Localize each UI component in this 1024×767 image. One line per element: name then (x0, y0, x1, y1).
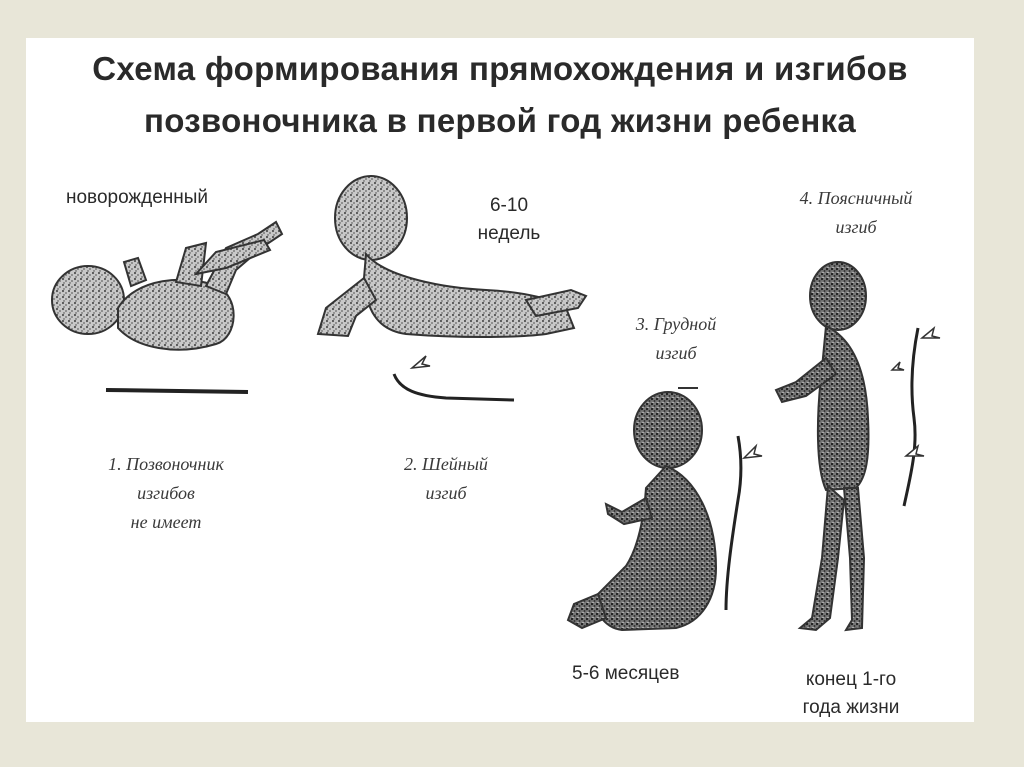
stage-2-caption-line: 2. Шейный (404, 454, 488, 474)
stage-3-caption-line: 3. Грудной (635, 314, 717, 334)
cervical-arrow (412, 356, 430, 368)
cervical-curve-line (394, 374, 514, 400)
stage-3-caption (586, 310, 766, 368)
flat-spine-line (106, 390, 248, 392)
stage-2-age-line: недель (477, 223, 541, 244)
stage-4-caption-line: изгиб (835, 217, 877, 237)
stage-1-age: новорожденный (66, 187, 209, 208)
sitting-child-figure (568, 392, 716, 630)
standing-child-figure (776, 262, 869, 630)
stage-2-age (464, 192, 554, 248)
stage-2-age-line: 6-10 (489, 195, 529, 216)
lumbar-curve-line (904, 328, 918, 506)
stage-1-caption (66, 450, 266, 537)
lumbar-arrow-left (892, 362, 904, 370)
lumbar-arrow-upper (922, 328, 940, 338)
stage-1-caption-line: изгибов (137, 483, 195, 503)
stage-1-caption-line: не имеет (130, 512, 202, 532)
stage-4-caption-line: 4. Поясничный (799, 188, 913, 208)
stage-3-age: 5-6 месяцев (572, 663, 680, 684)
diagram-title-line-1: Схема формирования прямохождения и изгибов (92, 50, 908, 87)
stage-4-age-line: года жизни (802, 697, 900, 718)
diagram-illustration (26, 38, 974, 722)
stage-4-age-line: конец 1-го (805, 669, 897, 690)
thoracic-arrow (744, 446, 762, 458)
stage-1-caption-line: 1. Позвоночник (108, 454, 224, 474)
stage-4-age (786, 666, 916, 722)
stage-3-caption-line: изгиб (655, 343, 697, 363)
stage-2-caption (326, 450, 566, 508)
slide (26, 38, 974, 722)
stage-2-caption-line: изгиб (425, 483, 467, 503)
diagram-title-line-2: позвоночника в первой год жизни ребенка (143, 102, 857, 139)
newborn-figure (52, 222, 282, 350)
stage-4-caption (756, 184, 956, 242)
thoracic-curve-line (726, 436, 741, 610)
